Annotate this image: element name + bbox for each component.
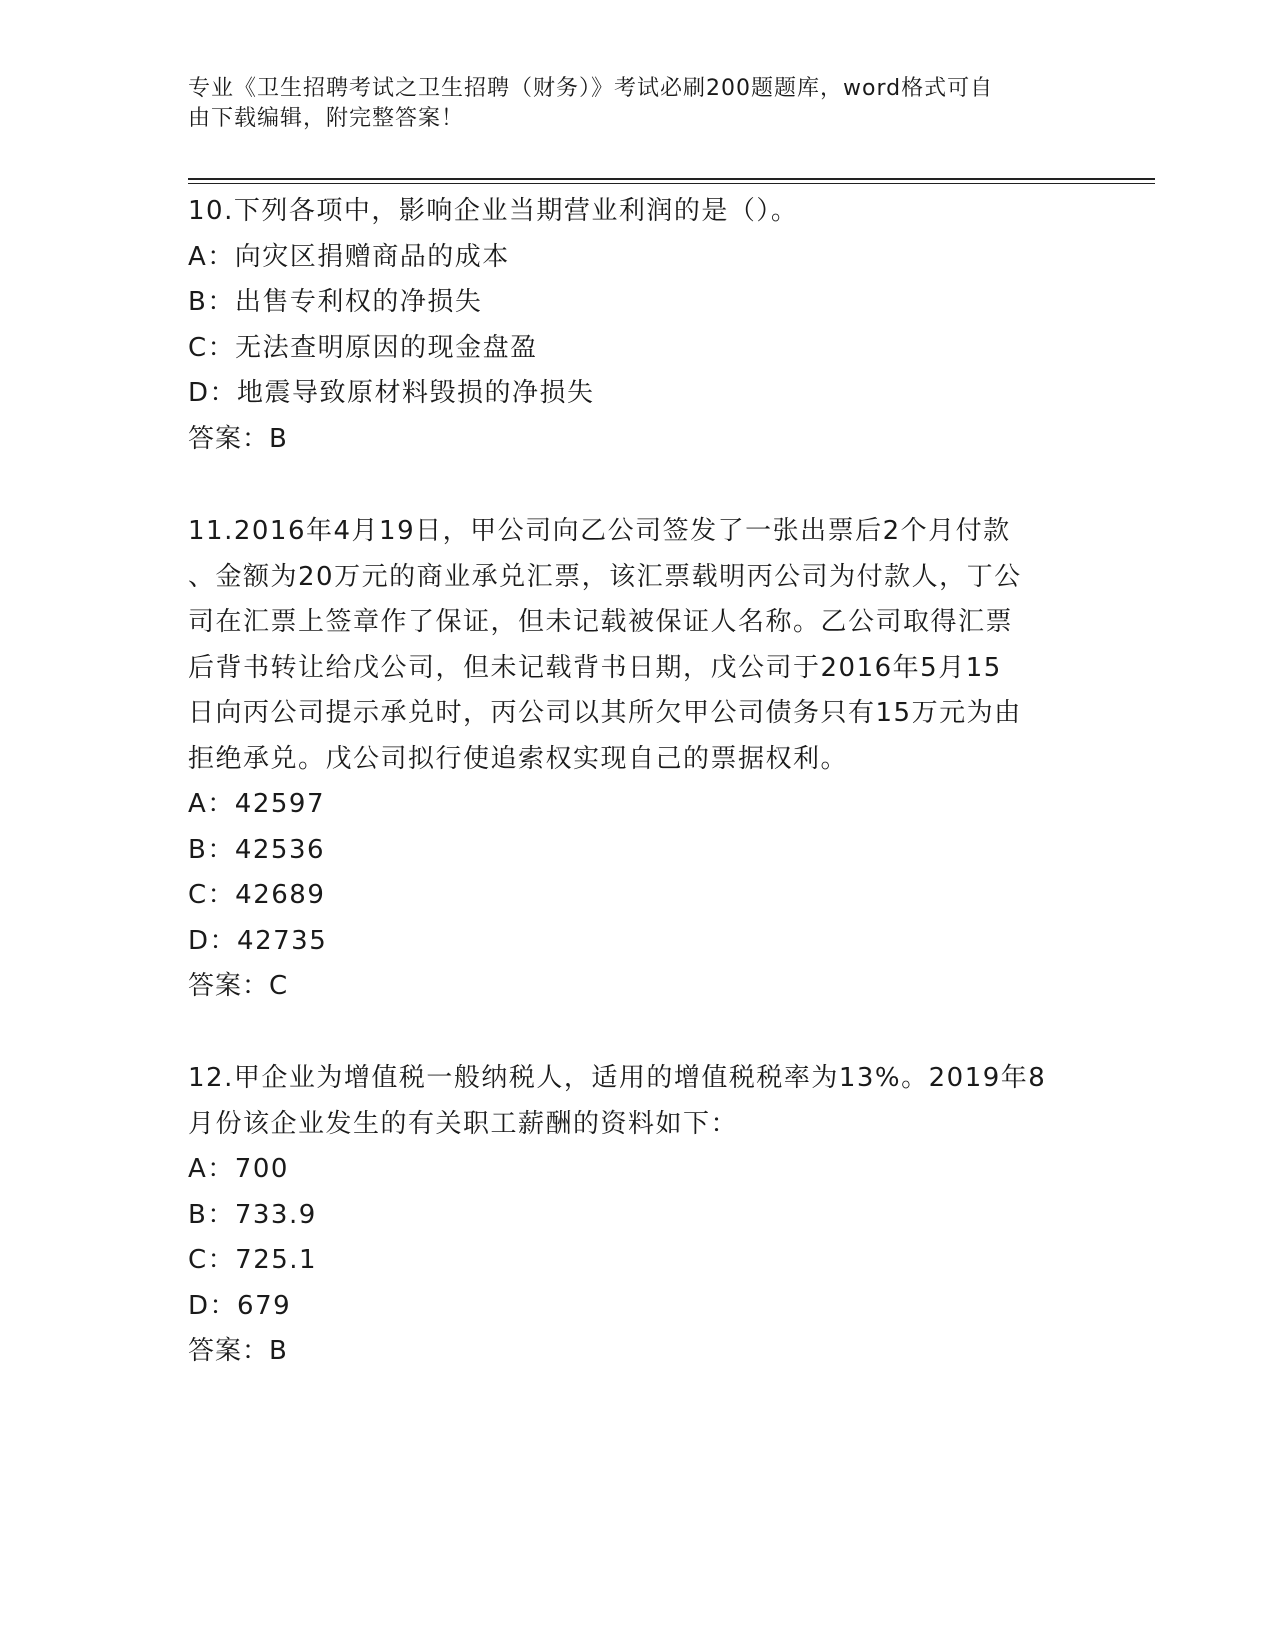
header-line-2: 由下载编辑，附完整答案！ bbox=[188, 106, 465, 131]
question-stem-line: 12.甲企业为增值税一般纳税人，适用的增值税税率为13%。2019年8 bbox=[188, 1063, 1047, 1093]
answer: 答案：C bbox=[188, 971, 289, 1001]
option-a: A：42597 bbox=[188, 789, 325, 819]
question-stem-line: 、金额为20万元的商业承兑汇票，该汇票载明丙公司为付款人，丁公 bbox=[188, 561, 1022, 592]
header-line-1: 专业《卫生招聘考试之卫生招聘（财务）》考试必刷200题题库，word格式可自 bbox=[188, 76, 994, 101]
option-b: B：42536 bbox=[188, 834, 326, 865]
document-header bbox=[188, 74, 1068, 134]
option-c: C：无法查明原因的现金盘盈 bbox=[188, 332, 538, 363]
question-stem-line: 日向丙公司提示承兑时，丙公司以其所欠甲公司债务只有15万元为由 bbox=[188, 698, 1022, 728]
answer: 答案：B bbox=[188, 1336, 288, 1366]
option-c: C：725.1 bbox=[188, 1245, 318, 1275]
option-d: D：42735 bbox=[188, 925, 328, 956]
question-stem-line: 月份该企业发生的有关职工薪酬的资料如下： bbox=[188, 1108, 739, 1139]
question-stem-line: 后背书转让给戊公司，但未记载背书日期，戊公司于2016年5月15 bbox=[188, 652, 1002, 683]
header-divider-thick bbox=[188, 178, 1155, 180]
option-a: A：向灾区捐赠商品的成本 bbox=[188, 241, 510, 272]
option-d: D：679 bbox=[188, 1290, 292, 1321]
option-d: D：地震导致原材料毁损的净损失 bbox=[188, 378, 595, 408]
question-10 bbox=[188, 189, 1088, 462]
option-b: B：733.9 bbox=[188, 1199, 317, 1230]
question-12 bbox=[188, 1056, 1088, 1375]
answer: 答案：B bbox=[188, 423, 288, 454]
question-stem-line: 拒绝承兑。戊公司拟行使追索权实现自己的票据权利。 bbox=[188, 743, 849, 774]
question-stem: 10.下列各项中，影响企业当期营业利润的是（）。 bbox=[188, 196, 799, 226]
option-c: C：42689 bbox=[188, 880, 326, 910]
question-stem-line: 11.2016年4月19日，甲公司向乙公司签发了一张出票后2个月付款 bbox=[188, 516, 1011, 546]
option-b: B：出售专利权的净损失 bbox=[188, 287, 483, 317]
header-divider-thin bbox=[188, 183, 1155, 184]
option-a: A：700 bbox=[188, 1154, 289, 1184]
question-stem-line: 司在汇票上签章作了保证，但未记载被保证人名称。乙公司取得汇票 bbox=[188, 607, 1014, 637]
question-11 bbox=[188, 509, 1088, 1010]
